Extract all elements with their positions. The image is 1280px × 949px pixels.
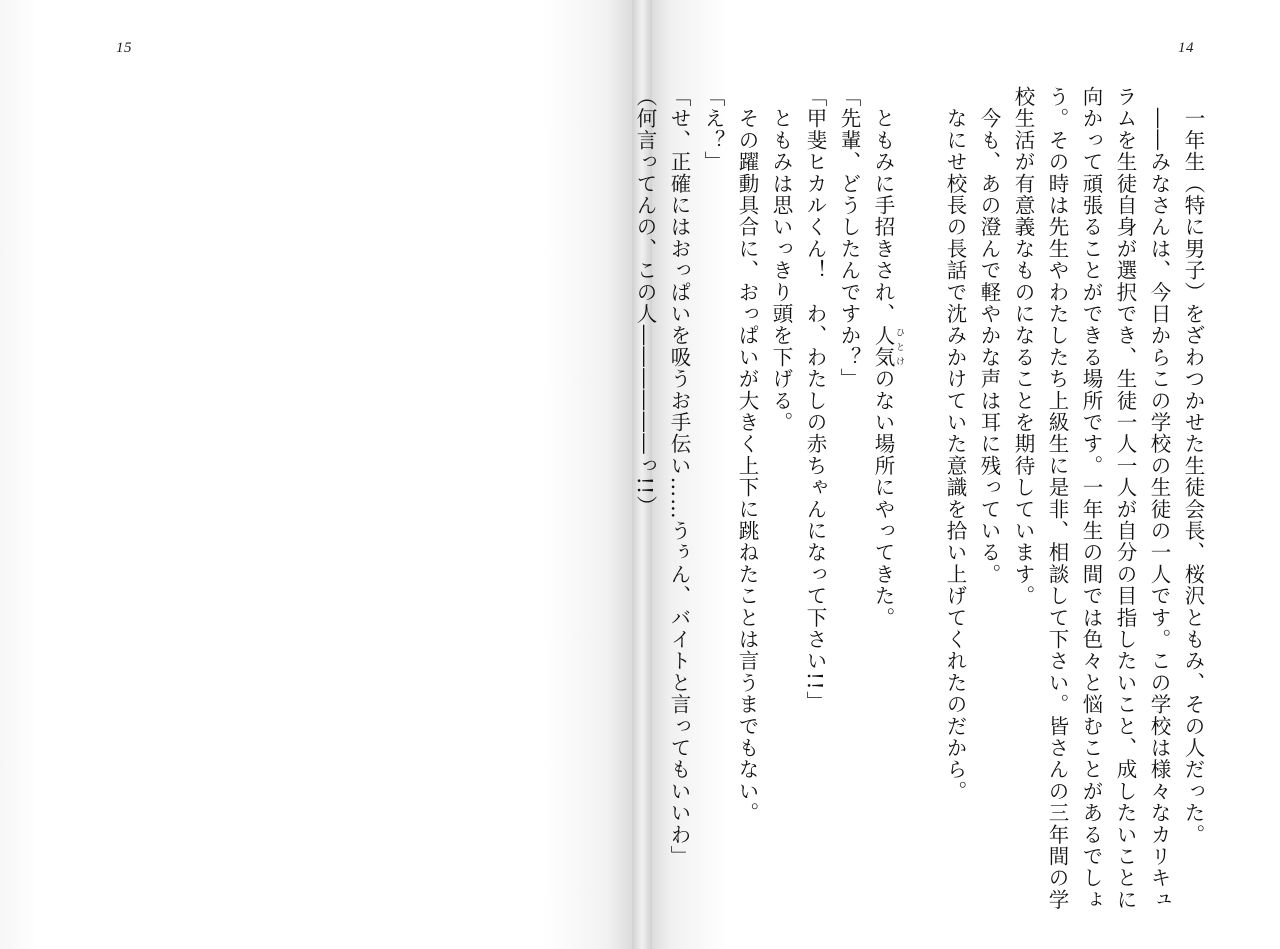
text-line: ――みなさんは、今日からこの学校の生徒の一人です。この学校は様々なカリキュ	[1147, 86, 1171, 911]
text-line: 「え？」	[701, 86, 725, 173]
text-line: 向かって頑張ることができる場所です。一年生の間では色々と悩むことがあるでしょ	[1079, 86, 1103, 911]
ruby-base: 人気	[871, 324, 895, 369]
text-line: 今も、あの澄んで軽やかな声は耳に残っている。	[977, 86, 1001, 586]
text-line: 「先輩、どうしたんですか？」	[837, 86, 861, 390]
text-line: なにせ校長の長話で沈みかけていた意識を拾い上げてくれたのだから。	[943, 86, 967, 803]
text-line: ともみは思いっきり頭を下げる。	[769, 86, 793, 434]
page-number-left: 15	[116, 40, 132, 56]
text-line: 校生活が有意義なものになることを期待しています。	[1011, 86, 1035, 607]
page-number-right: 14	[1178, 40, 1194, 56]
ruby-word	[871, 324, 904, 369]
ruby-reading: ひとけ	[894, 324, 904, 369]
blank-line	[904, 86, 938, 916]
left-page	[0, 0, 632, 949]
text-line: （何言ってんの、この人――――――っ!!）	[633, 86, 657, 518]
text-line: う。その時は先生やわたしたち上級生に是非、相談して下さい。皆さんの三年間の学	[1045, 86, 1069, 911]
text-line: ラムを生徒自身が選択でき、生徒一人一人が自分の目指したいこと、成したいことに	[1113, 86, 1137, 911]
right-page-text	[628, 86, 1210, 916]
text-line: 「甲斐ヒカルくん！ わ、わたしの赤ちゃんになって下さい!!」	[803, 86, 827, 713]
text-line: 一年生（特に男子）をざわつかせた生徒会長、桜沢ともみ、その人だった。	[1181, 86, 1205, 846]
text-line: その躍動具合に、おっぱいが大きく上下に跳ねたことは言うまでもない。	[735, 86, 759, 824]
text-line-with-ruby: ともみに手招きされ、人気 ひとけのない場所にやってきた。	[871, 86, 904, 629]
text-line: 「せ、正確にはおっぱいを吸うお手伝い……うぅん、バイトと言ってもいいわ」	[667, 86, 691, 868]
